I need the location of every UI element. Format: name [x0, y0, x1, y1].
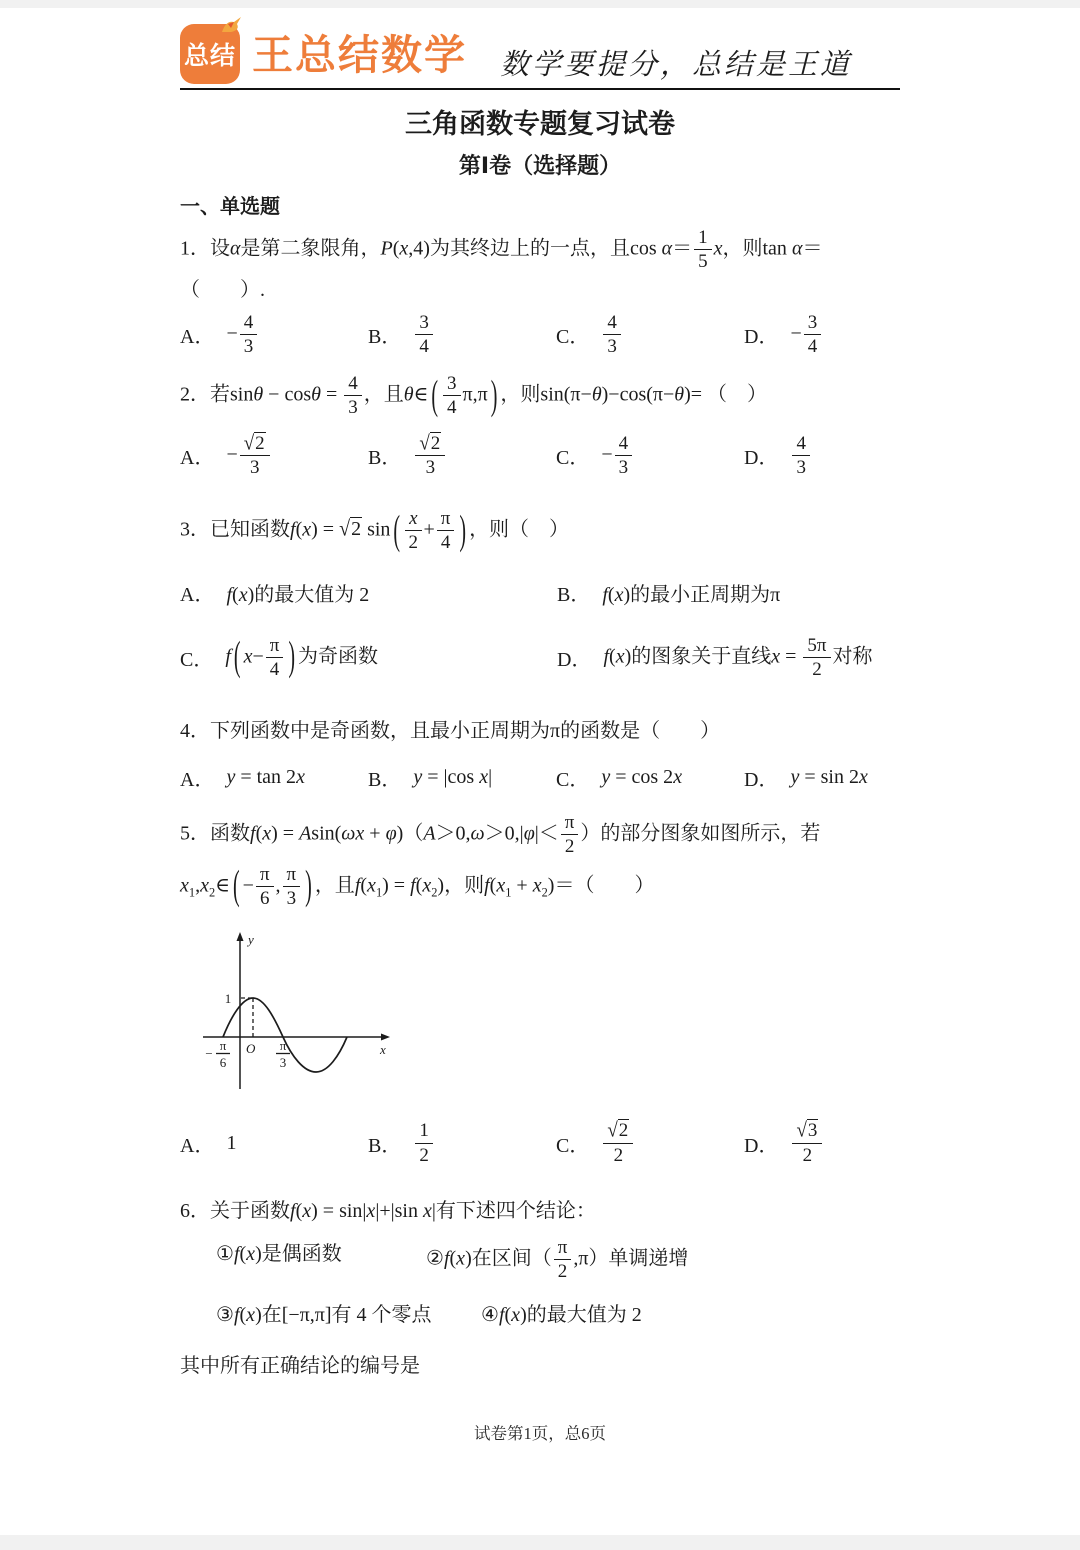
tick-den-right: 3: [279, 1055, 287, 1071]
option-2a-letter: A．: [180, 446, 215, 469]
option-1c-value: $\frac{4}{3}$: [601, 312, 623, 358]
option-3b-letter: B．: [557, 583, 591, 606]
question-6-statements-row2: [216, 1298, 900, 1327]
option-3d: [557, 635, 873, 681]
logo-badge: [180, 24, 240, 84]
option-1d-letter: D．: [744, 325, 779, 348]
question-3-options-row2: [180, 635, 900, 681]
origin-label: O: [246, 1041, 256, 1057]
option-3c-letter: C．: [180, 648, 214, 671]
option-1a: [180, 312, 368, 358]
question-5-options: [180, 1120, 900, 1166]
question-6-tail: 其中所有正确结论的编号是: [180, 1355, 420, 1378]
option-2d: [744, 433, 812, 479]
option-5c: [556, 1120, 744, 1166]
statement-4: ④f(x)的最大值为 2: [481, 1304, 642, 1327]
option-1c: [556, 312, 744, 358]
option-2a-value: − $\frac{√2}{3}$: [226, 433, 271, 479]
document-subtitle: 第Ⅰ卷（选择题）: [458, 153, 622, 178]
option-5c-value: $\frac{√2}{2}$: [601, 1120, 635, 1166]
option-3b-value: f(x)的最小正周期为π: [602, 583, 781, 606]
option-5d-value: $\frac{√3}{2}$: [790, 1120, 824, 1166]
option-3c-value: f ( x− $\frac{\pi}{4}$ ) 为奇函数: [225, 634, 379, 680]
question-4-options: [180, 763, 900, 792]
option-4a-value: y = tan 2x: [226, 766, 305, 789]
option-5d-letter: D．: [744, 1134, 779, 1157]
option-3c: [180, 635, 557, 681]
option-4d-letter: D．: [744, 769, 779, 792]
option-5c-letter: C．: [556, 1134, 590, 1157]
option-3a-value: f(x)的最大值为 2: [226, 583, 370, 606]
question-5-stem-line1: 5．函数f(x) = Asin(ωx + φ)（A＞0,ω＞0,|φ|＜ $\frac{\pi}{2}$ ）的部分图象如图所示，若: [180, 812, 821, 858]
bird-icon: [218, 15, 245, 36]
option-3a-letter: A．: [180, 583, 215, 606]
option-4d-value: y = sin 2x: [790, 766, 868, 789]
question-5-stem-line2: $x_1,x_2\in$ ( − $\frac{\pi}{6}$ , $\frac{\pi}{3}$ ) ，且$f(x_1) = f(x_2)$，则$f(x_1 + x_2)=$（ ）: [180, 863, 655, 910]
option-4d: [744, 763, 868, 792]
tick-pi-left: π: [219, 1038, 227, 1054]
option-1b: [368, 312, 556, 358]
tick-den-left: 6: [219, 1055, 227, 1071]
statement-1: ①f(x)是偶函数: [216, 1242, 342, 1265]
option-4b: [368, 763, 556, 792]
option-2b-letter: B．: [368, 446, 402, 469]
brand-name: 王总结数学: [252, 32, 467, 78]
page-number-footer: 试卷第1页，总6页: [474, 1424, 606, 1444]
option-2c-letter: C．: [556, 446, 590, 469]
question-1-stem: 1．设α是第二象限角，P(x,4)为其终边上的一点，且cos α＝ $\frac{1}{5}$ x，则tan α＝（ ）.: [180, 227, 823, 301]
document-title: 三角函数专题复习试卷: [405, 109, 675, 139]
statement-2: ②f(x)在区间（ $\frac{\pi}{2}$ ,π）单调递增: [426, 1236, 689, 1283]
option-4c: [556, 763, 744, 792]
option-3a: [180, 578, 557, 607]
option-5b: [368, 1120, 556, 1166]
option-4b-value: y = |cos x|: [413, 766, 493, 789]
option-4a-letter: A．: [180, 769, 215, 792]
option-4c-letter: C．: [556, 769, 590, 792]
y-axis-label: y: [248, 932, 254, 948]
question-6-statements-row1: [216, 1237, 900, 1283]
option-3b: [557, 578, 780, 607]
option-4b-letter: B．: [368, 769, 402, 792]
option-5d: [744, 1120, 824, 1166]
question-2-stem: 2．若sinθ − cosθ = $\frac{4}{3}$ ，且θ∈ ( $\frac{3}{4}$ π,π ) ，则sin(π−θ)−cos(π−θ)= （ ）: [180, 373, 768, 419]
option-1a-letter: A．: [180, 325, 215, 348]
question-6-stem: 6．关于函数f(x) = sin|x|+|sin x|有下述四个结论：: [180, 1199, 596, 1222]
option-1b-letter: B．: [368, 325, 402, 348]
y-value-one: 1: [224, 991, 232, 1007]
question-1-options: [180, 312, 900, 358]
option-3d-value: f(x)的图象关于直线x = $\frac{5\pi}{2}$ 对称: [603, 634, 873, 680]
brand-slogan: 数学要提分，总结是王道: [499, 49, 852, 81]
question-4-stem: 4．下列函数中是奇函数，且最小正周期为π的函数是（ ）: [180, 720, 721, 743]
brand-logo: [180, 22, 467, 85]
option-1d-value: − $\frac{3}{4}$: [790, 312, 823, 358]
question-3-options-row1: [180, 578, 900, 607]
tick-minus-sign: −: [205, 1046, 213, 1062]
viewport-edge-bottom: [0, 1535, 1080, 1550]
option-5a-letter: A．: [180, 1134, 215, 1157]
x-axis-label: x: [380, 1042, 386, 1058]
logo-badge-text: 总结: [183, 41, 236, 70]
option-2d-letter: D．: [744, 446, 779, 469]
option-2d-value: $\frac{4}{3}$: [790, 433, 812, 479]
section-heading: 一、单选题: [180, 196, 280, 218]
option-5b-letter: B．: [368, 1134, 402, 1157]
viewport-edge-top: [0, 0, 1080, 8]
option-2c: [556, 433, 744, 479]
option-1c-letter: C．: [556, 325, 590, 348]
statement-3: ③f(x)在[−π,π]有 4 个零点: [216, 1304, 432, 1327]
option-5b-value: $\frac{1}{2}$: [413, 1120, 435, 1166]
option-4c-value: y = cos 2x: [601, 766, 683, 789]
function-graph: [198, 929, 448, 1097]
tick-pi-right: π: [279, 1038, 287, 1054]
option-2b: [368, 433, 556, 479]
option-3d-letter: D．: [557, 648, 592, 671]
option-2a: [180, 433, 368, 479]
option-5a-value: 1: [226, 1131, 237, 1154]
question-5-figure: [198, 929, 900, 1102]
option-2c-value: − $\frac{4}{3}$: [601, 433, 634, 479]
option-5a: [180, 1129, 368, 1158]
option-1a-value: − $\frac{4}{3}$: [226, 312, 259, 358]
option-1d: [744, 312, 823, 358]
question-2-options: [180, 433, 900, 479]
option-1b-value: $\frac{3}{4}$: [413, 312, 435, 358]
option-2b-value: $\frac{√2}{3}$: [413, 433, 447, 479]
question-3-stem: 3．已知函数f(x) = √2 sin ( $\frac{x}{2}$ + $\frac{\pi}{4}$ ) ，则（ ）: [180, 508, 570, 554]
page-header: [180, 22, 900, 90]
option-4a: [180, 763, 368, 792]
